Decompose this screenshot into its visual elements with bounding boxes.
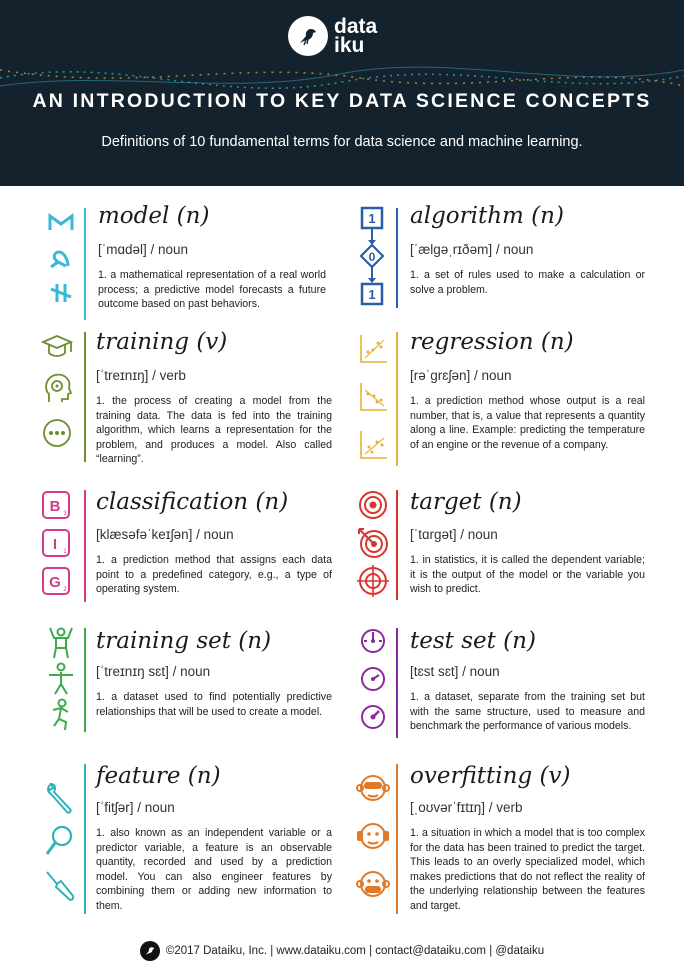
feature-term: feature (n) — [96, 763, 221, 789]
logo-text-line1: data — [334, 15, 378, 38]
test-set-pronunciation: [tɛst sɛt] / noun — [410, 664, 500, 679]
regression-divider — [396, 332, 398, 466]
scatter-plot-icon — [356, 332, 390, 366]
head-gear-icon — [40, 370, 74, 406]
feature-pronunciation: [ˈfitʃər] / noun — [96, 800, 175, 815]
training-set-divider — [84, 628, 86, 732]
target-pronunciation: [ˈtɑrgət] / noun — [410, 527, 498, 542]
overfitting-definition: 1. a situation in which a model that is too complex for the data has been trained to predict the target. This leads to an overly specialized model, which makes predictions that do not reflect the reality of the underlying relationship between the features and target. — [410, 827, 645, 912]
flow-box-top: 1 — [368, 211, 376, 226]
magnifier-icon — [43, 824, 75, 860]
header-banner — [0, 0, 684, 186]
logo-text-line2: iku — [334, 34, 365, 57]
tile-b-sub: 3 — [63, 511, 67, 517]
model-icons — [40, 206, 82, 308]
classification-pronunciation: [klæsəfəˈkeɪʃən] / noun — [96, 527, 234, 542]
algorithm-term: algorithm (n) — [410, 203, 564, 229]
training-icons — [36, 330, 78, 450]
graduation-cap-icon — [40, 330, 74, 364]
page-title: AN INTRODUCTION TO KEY DATA SCIENCE CONCEPTS — [32, 90, 652, 112]
overfitting-term: overfitting (v) — [410, 763, 571, 789]
test-set-icons — [352, 626, 394, 732]
overfitting-icons — [352, 770, 394, 902]
training-set-pronunciation: [ˈtreɪnɪŋ sɛt] / noun — [96, 664, 211, 679]
scatter-plot-icon — [356, 380, 390, 414]
dart-target-icon — [356, 526, 390, 560]
test-set-definition: 1. a dataset, separate from the training set but with the same structure, used to measure and benchmark the performance of various models. — [410, 691, 645, 733]
athlete-icon — [46, 626, 76, 660]
crosshair-icon — [356, 564, 390, 598]
classification-definition: 1. a prediction method that assigns each data point to a predefined category, e.g., a type of operating system. — [96, 554, 332, 596]
tile-g-letter: G — [49, 574, 61, 591]
tile-i-letter: I — [52, 536, 58, 553]
gauge-icon — [358, 664, 388, 694]
stretching-person-icon — [46, 662, 76, 696]
monkey-speak-no-evil-icon — [356, 866, 390, 902]
regression-pronunciation: [rəˈgrɛʃən] / noun — [410, 368, 512, 383]
training-set-definition: 1. a dataset used to find potentially predictive relationships that will be used to create a model. — [96, 691, 332, 718]
test-set-term: test set (n) — [410, 628, 536, 654]
flow-box-bottom: 1 — [368, 287, 376, 302]
dataiku-logo — [288, 16, 377, 56]
algorithm-divider — [396, 208, 398, 308]
bird-logo-icon — [140, 941, 160, 961]
training-set-term: training set (n) — [96, 628, 272, 654]
bird-logo-icon — [288, 16, 328, 56]
tile-i-sub: 1 — [63, 549, 67, 555]
feature-icons — [38, 780, 80, 904]
training-pronunciation: [ˈtreɪnɪŋ] / verb — [96, 368, 186, 383]
wrench-icon — [43, 780, 75, 816]
algorithm-definition: 1. a set of rules used to make a calculation or solve a problem. — [410, 269, 645, 296]
flowchart-icon — [352, 206, 394, 306]
not-equal-icon — [46, 278, 76, 308]
model-definition: 1. a mathematical representation of a real world process; a predictive model forecasts a future outcome based on past behaviors. — [98, 269, 326, 311]
target-icons — [352, 488, 394, 598]
training-divider — [84, 332, 86, 462]
algorithm-pronunciation: [ˈælgəˌrɪðəm] / noun — [410, 242, 534, 257]
training-term: training (v) — [96, 329, 228, 355]
footer — [0, 938, 684, 964]
test-set-divider — [396, 628, 398, 738]
regression-term: regression (n) — [410, 329, 574, 355]
footer-text: ©2017 Dataiku, Inc. | www.dataiku.com | contact@dataiku.com | @dataiku — [165, 945, 545, 957]
page-subtitle: Definitions of 10 fundamental terms for data science and machine learning. — [101, 134, 583, 150]
scatter-plot-icon — [356, 428, 390, 462]
overfitting-divider — [396, 764, 398, 914]
screwdriver-icon — [43, 868, 75, 904]
regression-icons — [352, 332, 394, 462]
alpha-icon — [44, 244, 78, 274]
model-term: model (n) — [98, 203, 210, 229]
bullseye-icon — [356, 488, 390, 522]
target-term: target (n) — [410, 489, 522, 515]
overfitting-pronunciation: [ˌoʊvərˈfɪtɪŋ] / verb — [410, 800, 523, 815]
tile-g-sub: 2 — [63, 587, 67, 593]
gauge-icon — [358, 702, 388, 732]
classification-divider — [84, 490, 86, 602]
target-definition: 1. in statistics, it is called the dependent variable; it is the output of the model or the variable you wish to predict. — [410, 554, 645, 596]
flow-diamond: 0 — [368, 250, 376, 264]
target-divider — [396, 490, 398, 600]
letter-tiles-icon — [40, 490, 82, 600]
running-person-icon — [46, 698, 76, 732]
regression-definition: 1. a prediction method whose output is a real number, that is, a value that represents a quantity along a line. Example: predicting the temperature of an engine or the revenue of a company. — [410, 395, 645, 451]
model-pronunciation: [ˈmɑdəl] / noun — [98, 242, 189, 257]
tile-b-letter: B — [49, 498, 61, 515]
model-divider — [84, 208, 86, 320]
classification-term: classification (n) — [96, 489, 289, 515]
sigma-icon — [44, 208, 78, 238]
monkey-hear-no-evil-icon — [356, 818, 390, 854]
training-set-icons — [40, 626, 82, 732]
gauge-icon — [358, 626, 388, 656]
feature-divider — [84, 764, 86, 914]
monkey-see-no-evil-icon — [356, 770, 390, 806]
training-definition: 1. the process of creating a model from the training data. The data is fed into the training algorithm, which learns a representation for the problem, and produces a model. Also called “learning”. — [96, 395, 332, 466]
feature-definition: 1. also known as an independent variable or a predictor variable, a feature is an observable quantity, recorded and used by a prediction model. You can also engineer features by combining them or adding new information to them. — [96, 827, 332, 912]
thought-bubble-icon — [40, 416, 74, 450]
